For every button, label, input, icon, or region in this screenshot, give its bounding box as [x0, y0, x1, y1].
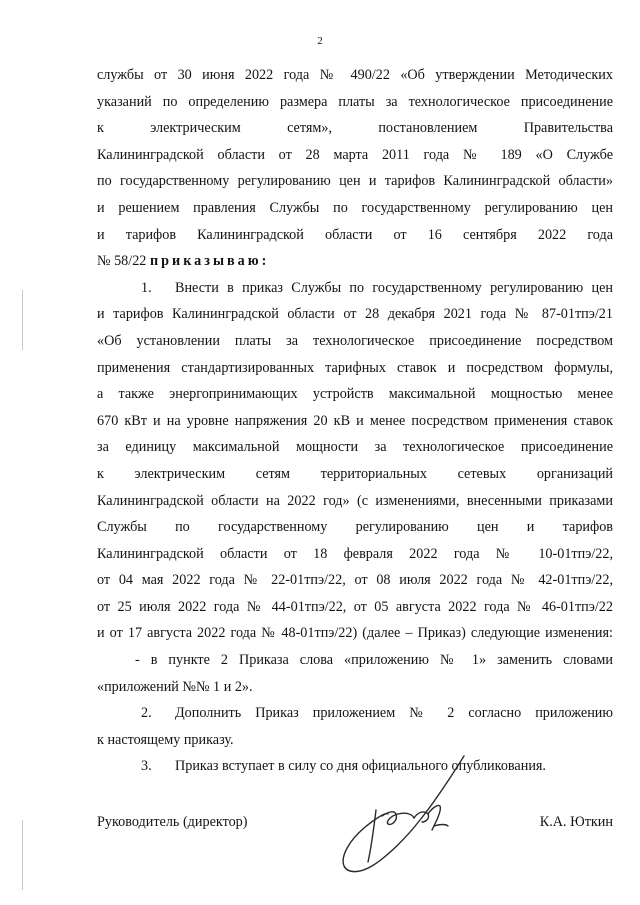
text-line: к электрическим сетям территориальных сетевых организаций [97, 465, 613, 482]
item-text: Дополнить Приказ приложением № 2 согласно приложению [175, 705, 613, 722]
text-line: «приложений №№ 1 и 2». [97, 678, 253, 695]
scan-margin-line [22, 290, 23, 350]
item-number: 2. [141, 705, 152, 722]
order-word: приказываю: [149, 253, 270, 270]
text-line: и тарифов Калининградской области от 28 декабря 2021 года № 87-01тпэ/21 [97, 306, 613, 323]
text-line: применения стандартизированных тарифных ставок и посредством формулы, [97, 359, 613, 376]
item-number: 3. [141, 758, 152, 775]
text-line: Калининградской области от 28 марта 2011 года № 189 «О Службе [97, 146, 613, 163]
text-line: 670 кВт и на уровне напряжения 20 кВ и менее посредством применения ставок [97, 412, 613, 429]
text-line: по государственному регулированию цен и тарифов Калининградской области» [97, 173, 613, 190]
text-line: к настоящему приказу. [97, 731, 234, 748]
text-line: и от 17 августа 2022 года № 48-01тпэ/22) (далее – Приказ) следующие изменения: [97, 625, 613, 642]
page-number: 2 [317, 35, 323, 47]
text-line: и тарифов Калининградской области от 16 сентября 2022 года [97, 226, 613, 243]
signatory-title: Руководитель (директор) [97, 814, 248, 830]
text-line: службы от 30 июня 2022 года № 490/22 «Об утверждении Методических [97, 67, 613, 83]
text-line: Калининградской области на 2022 год» (с изменениями, внесенными приказами [97, 492, 613, 509]
text-line: к электрическим сетям», постановлением Правительства [97, 120, 613, 137]
item-text: Приказ вступает в силу со дня официального опубликования. [175, 758, 546, 775]
text-line: Службы по государственному регулированию цен и тарифов [97, 519, 613, 536]
text-line: и решением правления Службы по государственному регулированию цен [97, 199, 613, 216]
text-line: указаний по определению размера платы за технологическое присоединение [97, 93, 613, 110]
item-number: 1. [141, 279, 152, 296]
text-line [97, 248, 613, 275]
document-body [97, 62, 613, 780]
text-line: от 04 мая 2022 года № 22-01тпэ/22, от 08 июля 2022 года № 42-01тпэ/22, [97, 572, 613, 589]
text-line: за единицу максимальной мощности за технологическое присоединение [97, 439, 613, 456]
paragraph-1-first-line [97, 275, 613, 302]
text-line: а также энергопринимающих устройств максимальной мощностью менее [97, 386, 613, 403]
handwritten-signature [336, 752, 476, 882]
text-line: «Об установлении платы за технологическое присоединение посредством [97, 332, 613, 349]
text-line: от 25 июля 2022 года № 44-01тпэ/22, от 05 августа 2022 года № 46-01тпэ/22 [97, 598, 613, 615]
paragraph-2-first-line [97, 700, 613, 727]
signatory-name: К.А. Юткин [539, 814, 613, 830]
order-number: № 58/22 [97, 253, 150, 270]
scan-margin-line [22, 820, 23, 890]
item-text: Внести в приказ Службы по государственному регулированию цен [175, 279, 613, 296]
text-line: Калининградской области от 18 февраля 2022 года № 10-01тпэ/22, [97, 545, 613, 562]
subitem-line: - в пункте 2 Приказа слова «приложению № 1» заменить словами [135, 652, 613, 669]
